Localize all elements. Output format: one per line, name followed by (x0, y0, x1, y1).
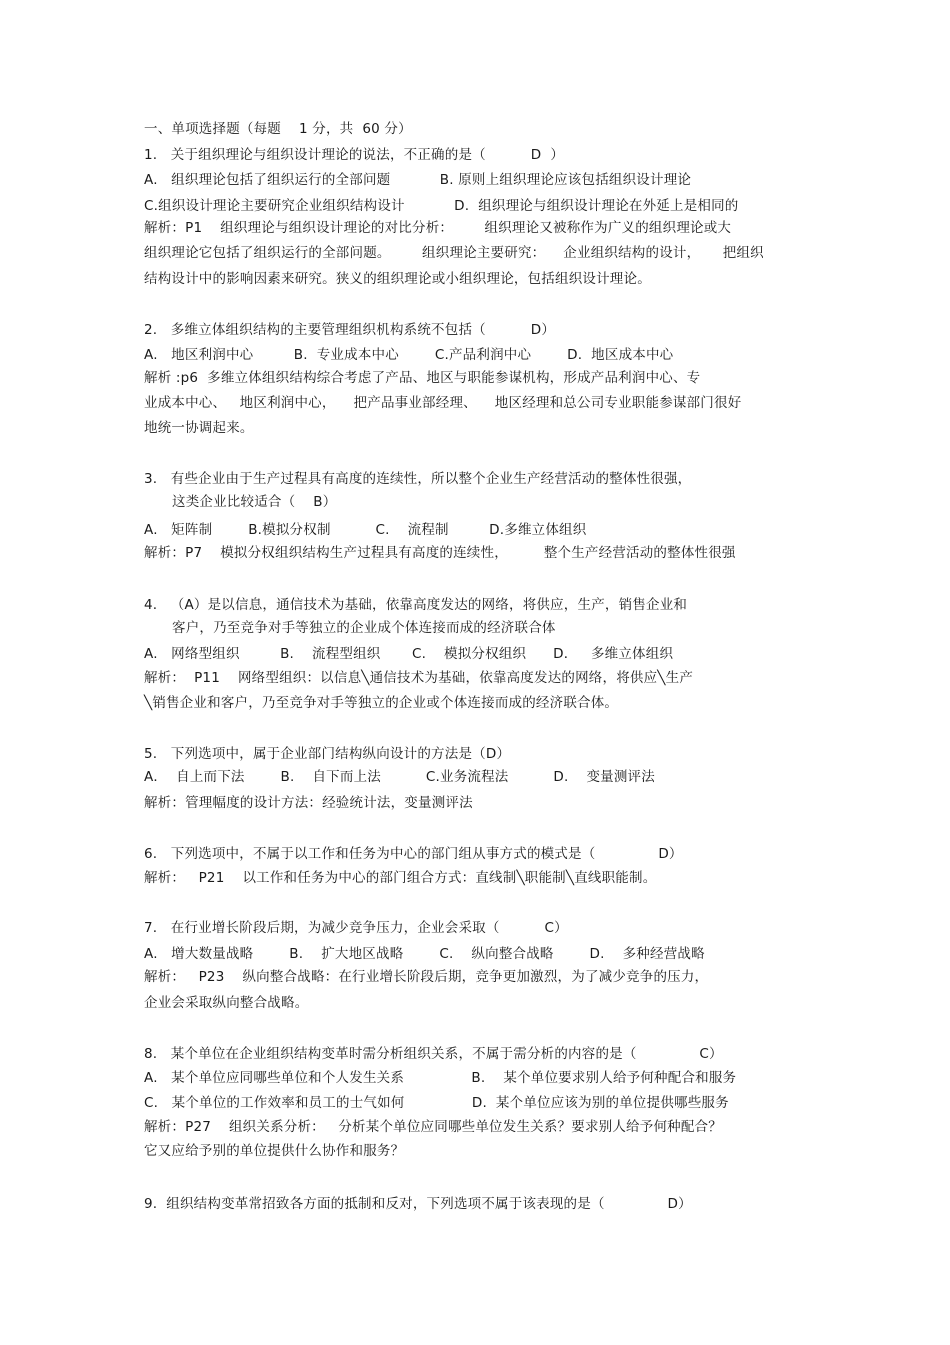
analysis-line: 解析：P27 组织关系分析： 分析某个单位应同哪些单位发生关系？要求别人给予何种配合？ (144, 1119, 722, 1135)
analysis-line: 解析：P1 组织理论与组织设计理论的对比分析： 组织理论又被称作为广义的组织理论或大 (144, 220, 732, 236)
section-heading: 一、单项选择题（每题 1 分，共 60 分） (144, 121, 412, 137)
analysis-line: 组织理论它包括了组织运行的全部问题。 组织理论主要研究： 企业组织结构的设计， 把组织 (144, 245, 764, 261)
analysis-line: 业成本中心、 地区利润中心， 把产品事业部经理、 地区经理和总公司专业职能参谋部门很好 (144, 395, 742, 411)
question-3: 3. 有些企业由于生产过程具有高度的连续性，所以整个企业生产经营活动的整体性很强， (144, 471, 692, 487)
question-7: 7. 在行业增长阶段后期，为减少竞争压力，企业会采取（ C） (144, 920, 568, 936)
analysis-line: ╲销售企业和客户，乃至竞争对手等独立的企业或个体连接而成的经济联合体。 (144, 695, 619, 711)
question-1: 1. 关于组织理论与组织设计理论的说法，不正确的是（ D ） (144, 147, 565, 163)
analysis-line: 地统一协调起来。 (144, 420, 254, 436)
analysis-line: 它又应给予别的单位提供什么协作和服务？ (144, 1143, 405, 1159)
question-3-continued: 这类企业比较适合（ B） (172, 494, 337, 510)
question-2: 2. 多维立体组织结构的主要管理组织机构系统不包括（ D） (144, 322, 556, 338)
options-line: A. 某个单位应同哪些单位和个人发生关系 B. 某个单位要求别人给予何种配合和服务 (144, 1070, 737, 1086)
options-line: A． 自上而下法 B. 自下而上法 C.业务流程法 D. 变量测评法 (144, 769, 655, 785)
analysis-line: 解析： P23 纵向整合战略：在行业增长阶段后期，竞争更加激烈，为了减少竞争的压力， (144, 969, 709, 985)
question-4: 4. （A）是以信息，通信技术为基础，依靠高度发达的网络，将供应，生产，销售企业和 (144, 597, 688, 613)
question-5: 5. 下列选项中，属于企业部门结构纵向设计的方法是（D） (144, 746, 511, 762)
question-9: 9. 组织结构变革常招致各方面的抵制和反对，下列选项不属于该表现的是（ D） (144, 1196, 692, 1212)
options-line: A. 矩阵制 B.模拟分权制 C. 流程制 D.多维立体组织 (144, 522, 587, 538)
options-line: A. 网络型组织 B. 流程型组织 C. 模拟分权组织 D． 多维立体组织 (144, 646, 674, 662)
analysis-line: 解析：P7 模拟分权组织结构生产过程具有高度的连续性， 整个生产经营活动的整体性很强 (144, 545, 736, 561)
question-8: 8. 某个单位在企业组织结构变革时需分析组织关系，不属于需分析的内容的是（ C） (144, 1046, 723, 1062)
analysis-line: 企业会采取纵向整合战略。 (144, 995, 309, 1011)
question-4-continued: 客户，乃至竞争对手等独立的企业成个体连接而成的经济联合体 (172, 620, 556, 636)
analysis-line: 解析 :p6 多维立体组织结构综合考虑了产品、地区与职能参谋机构，形成产品利润中心、专 (144, 370, 701, 386)
options-line: C.组织设计理论主要研究企业组织结构设计 D. 组织理论与组织设计理论在外延上是相同的 (144, 198, 739, 214)
analysis-line: 解析：管理幅度的设计方法：经验统计法，变量测评法 (144, 795, 473, 811)
options-line: A. 增大数量战略 B. 扩大地区战略 C. 纵向整合战略 D. 多种经营战略 (144, 946, 705, 962)
options-line: A. 组织理论包括了组织运行的全部问题 B. 原则上组织理论应该包括组织设计理论 (144, 172, 692, 188)
analysis-line: 解析： P21 以工作和任务为中心的部门组合方式：直线制╲职能制╲直线职能制。 (144, 870, 657, 886)
question-6: 6. 下列选项中，不属于以工作和任务为中心的部门组从事方式的模式是（ D） (144, 846, 683, 862)
analysis-line: 结构设计中的影响因素来研究。狭义的组织理论或小组织理论，包括组织设计理论。 (144, 271, 651, 287)
options-line: C. 某个单位的工作效率和员工的士气如何 D. 某个单位应该为别的单位提供哪些服务 (144, 1095, 729, 1111)
options-line: A. 地区利润中心 B. 专业成本中心 C.产品利润中心 D. 地区成本中心 (144, 347, 674, 363)
analysis-line: 解析： P11 网络型组织：以信息╲通信技术为基础，依靠高度发达的网络，将供应╲生产 (144, 670, 694, 686)
